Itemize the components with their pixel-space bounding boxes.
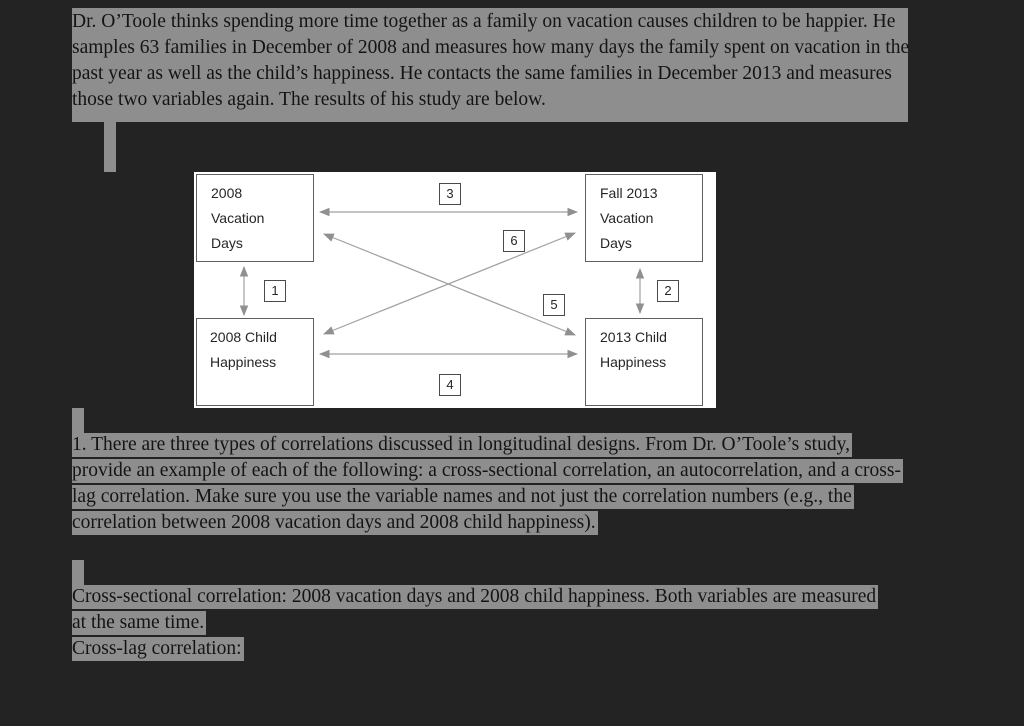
box-2013-vacation-days: [585, 174, 703, 262]
box-line: Happiness: [600, 354, 667, 370]
box-line: Fall 2013: [600, 185, 658, 201]
label-2: 2: [657, 280, 679, 302]
answer-cross-lag: Cross-lag correlation:: [72, 638, 242, 659]
box-line: 2008 Child: [210, 329, 277, 345]
intro-paragraph: [72, 9, 922, 113]
label-4: 4: [439, 374, 461, 396]
box-line: 2013 Child: [600, 329, 667, 345]
selection-handle: [72, 560, 84, 586]
answers-paragraph: [72, 584, 892, 662]
intro-text: Dr. O’Toole thinks spending more time together as a family on vacation causes children to be happier. He samples 63 families in December of 2008 and measures how many days the family spent on vacation in the past year as well as the child’s happiness. He contacts the same families in December 2013 and measures those two variables again. The results of his study are below.: [72, 11, 910, 110]
box-line: Vacation: [600, 210, 654, 226]
selection-handle: [72, 408, 84, 434]
answer-cross-sectional: Cross-sectional correlation: 2008 vacation days and 2008 child happiness. Both variables are measured at the same time.: [72, 586, 877, 633]
box-line: Days: [211, 235, 243, 251]
box-2008-child-happiness: [196, 318, 314, 406]
box-line: Happiness: [210, 354, 277, 370]
arrow-5: [324, 234, 575, 335]
question-text: 1. There are three types of correlations discussed in longitudinal designs. From Dr. O’Toole’s study, provide an example of each of the following: a cross-sectional correlation, an autocorrelation, and a cross-lag correlation. Make sure you use the variable names and not just the correlation numbers (e.g., the correlation between 2008 vacation days and 2008 child happiness).: [72, 434, 901, 533]
box-2013-child-happiness: [585, 318, 703, 406]
selection-handle: [104, 122, 116, 172]
question-paragraph: [72, 432, 908, 536]
label-6: 6: [503, 230, 525, 252]
box-line: Days: [600, 235, 632, 251]
label-5: 5: [543, 294, 565, 316]
path-diagram: [194, 172, 716, 408]
box-2008-vacation-days: [196, 174, 314, 262]
label-1: 1: [264, 280, 286, 302]
label-3: 3: [439, 183, 461, 205]
box-line: 2008: [211, 185, 243, 201]
arrow-6: [324, 233, 575, 334]
box-line: Vacation: [211, 210, 265, 226]
